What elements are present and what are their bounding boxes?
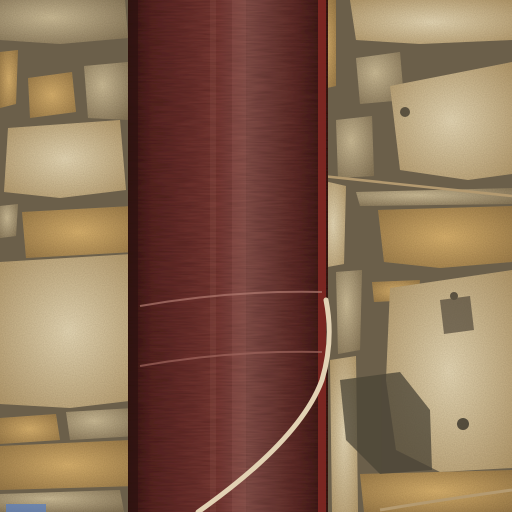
blue-fragment [6,504,46,512]
drainpipe [128,0,328,512]
